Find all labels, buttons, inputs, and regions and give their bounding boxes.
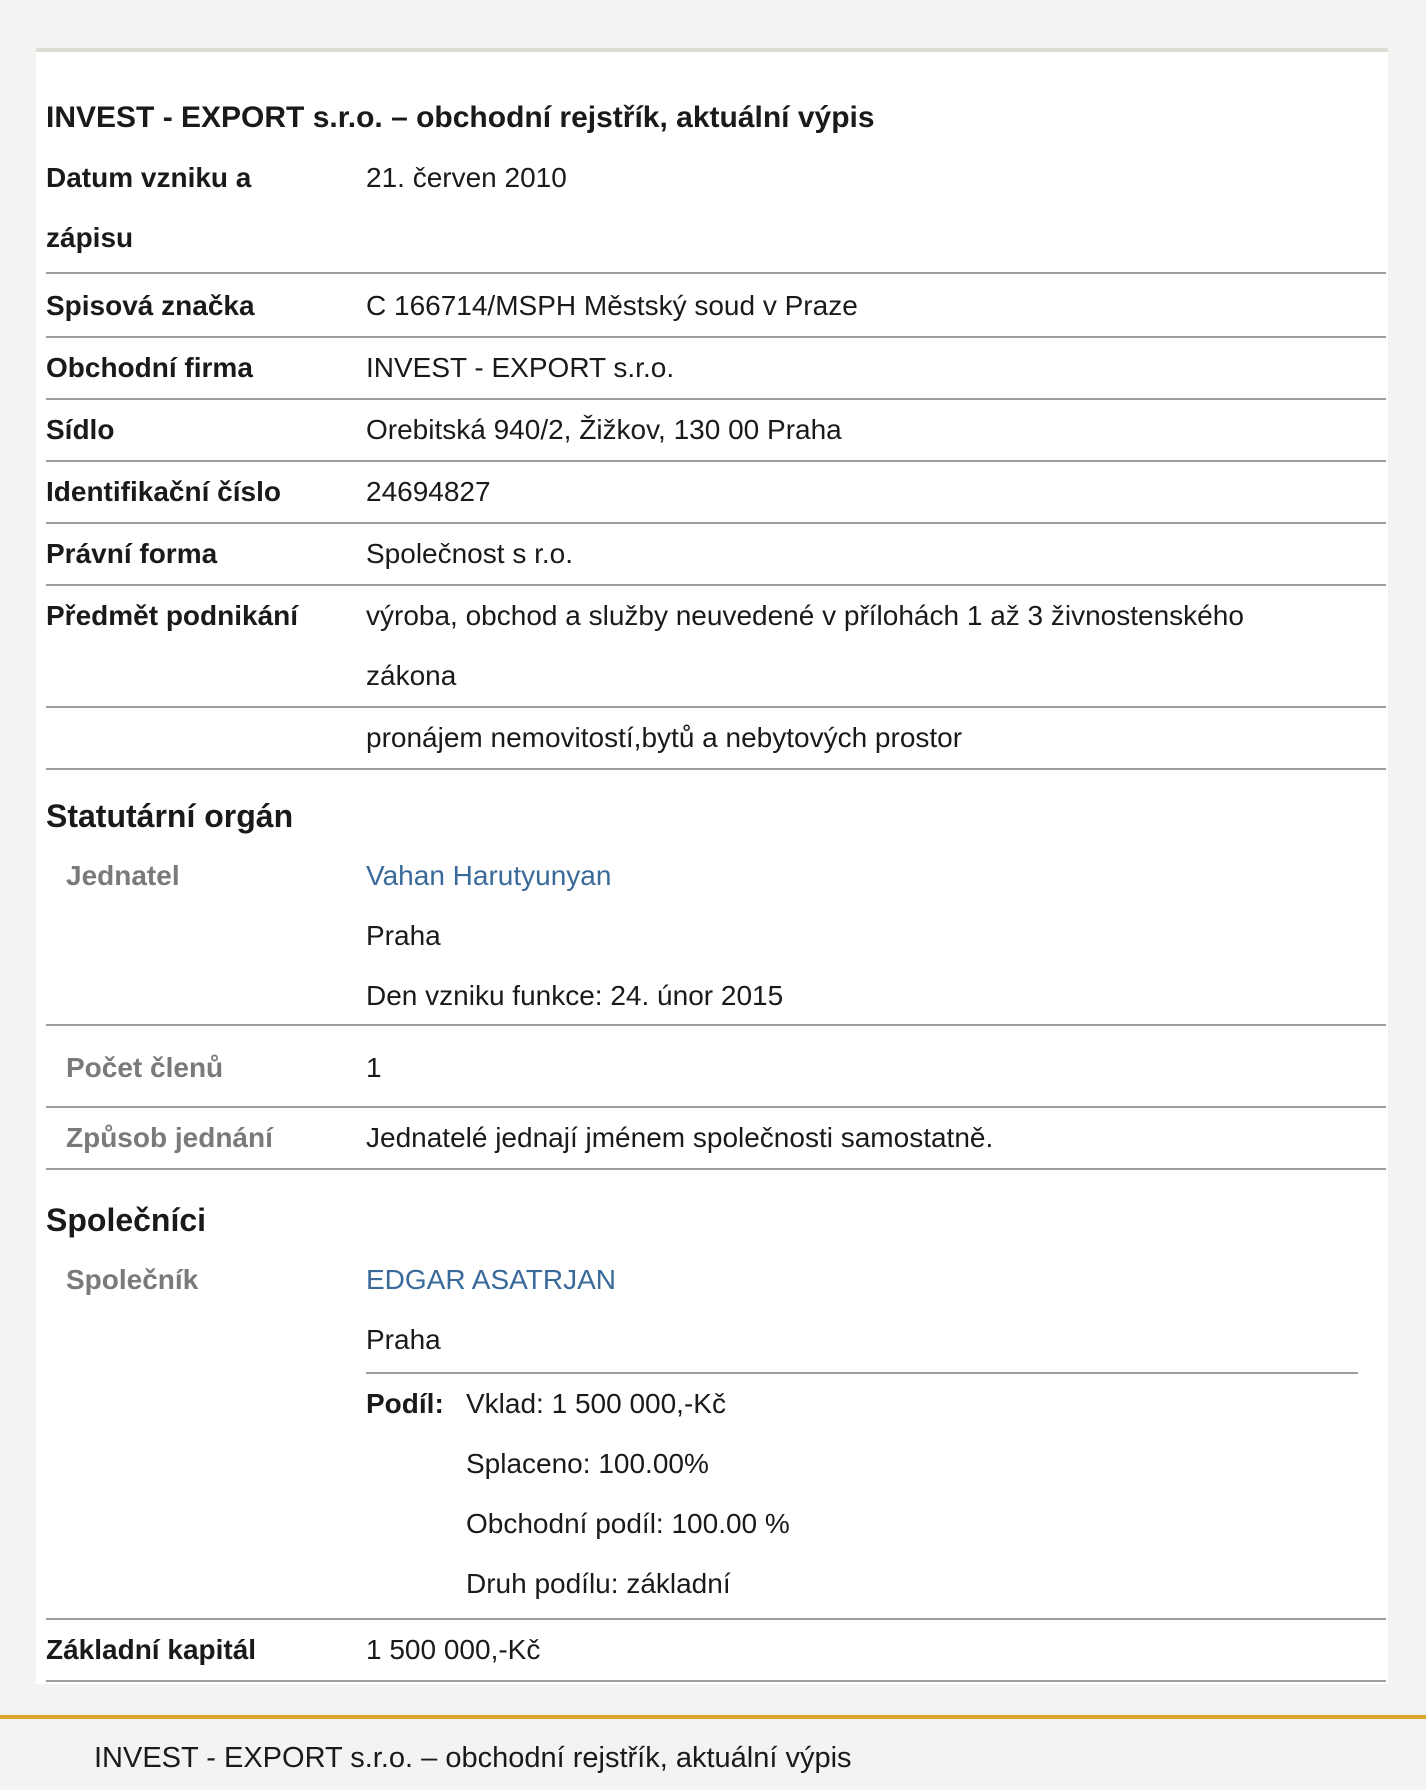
row-label: Identifikační číslo xyxy=(46,476,281,507)
row-label: Počet členů xyxy=(66,1052,224,1083)
row-label: Právní forma xyxy=(46,538,218,569)
row-predmet-podnikani-2 xyxy=(46,708,1386,770)
row-value: 24694827 xyxy=(366,476,491,507)
row-value xyxy=(366,846,1376,1026)
row-label: Datum vzniku a zápisu xyxy=(46,162,252,253)
partner-city: Praha xyxy=(366,1324,441,1355)
row-value: Orebitská 940/2, Žižkov, 130 00 Praha xyxy=(366,414,842,445)
row-pocet-clenu xyxy=(46,1028,1386,1108)
row-zpusob-jednani xyxy=(46,1108,1386,1170)
section-spolecnici: Společníci xyxy=(46,1202,207,1238)
jednatel-city: Praha xyxy=(366,920,441,951)
row-label: Předmět podnikání xyxy=(46,600,299,631)
row-value: C 166714/MSPH Městský soud v Praze xyxy=(366,290,858,321)
row-zakladni-kapital xyxy=(46,1620,1386,1682)
share-splaceno: Splaceno: 100.00% xyxy=(466,1448,709,1479)
share-vklad: Vklad: 1 500 000,-Kč xyxy=(466,1388,726,1419)
row-predmet-podnikani xyxy=(46,586,1386,708)
jednatel-since: Den vzniku funkce: 24. únor 2015 xyxy=(366,980,784,1011)
row-datum-vzniku xyxy=(46,148,1386,274)
row-sidlo xyxy=(46,400,1386,462)
section-statutarni-organ: Statutární orgán xyxy=(46,798,294,834)
row-value: INVEST - EXPORT s.r.o. xyxy=(366,352,675,383)
share-values xyxy=(466,1374,790,1614)
row-label: Způsob jednání xyxy=(66,1122,273,1153)
row-value: 21. červen 2010 xyxy=(366,162,567,193)
share-obchodni: Obchodní podíl: 100.00 % xyxy=(466,1508,790,1539)
page-title: INVEST - EXPORT s.r.o. – obchodní rejstřík, aktuální výpis xyxy=(46,101,875,134)
row-value: pronájem nemovitostí,bytů a nebytových prostor xyxy=(366,722,963,753)
row-ico xyxy=(46,462,1386,524)
row-obchodni-firma xyxy=(46,338,1386,400)
share-druh: Druh podílu: základní xyxy=(466,1568,731,1599)
row-spolecnik xyxy=(46,1250,1386,1620)
footer-accent-bar xyxy=(0,1715,1426,1719)
row-value xyxy=(366,1250,1376,1370)
row-label: Základní kapitál xyxy=(46,1634,257,1665)
row-pravni-forma xyxy=(46,524,1386,586)
row-jednatel xyxy=(46,846,1386,1026)
row-label: Sídlo xyxy=(46,414,115,445)
jednatel-name-link[interactable]: Vahan Harutyunyan xyxy=(366,860,612,891)
row-value: Společnost s r.o. xyxy=(366,538,574,569)
row-label: Společník xyxy=(66,1264,199,1295)
row-label: Jednatel xyxy=(66,860,180,891)
partner-name-link[interactable]: EDGAR ASATRJAN xyxy=(366,1264,616,1295)
row-value: 1 500 000,-Kč xyxy=(366,1634,541,1665)
footer-text: INVEST - EXPORT s.r.o. – obchodní rejstřík, aktuální výpis xyxy=(94,1742,852,1774)
row-label: Spisová značka xyxy=(46,290,255,321)
row-value: 1 xyxy=(366,1052,382,1083)
row-label: Obchodní firma xyxy=(46,352,253,383)
row-value: výroba, obchod a služby neuvedené v přílohách 1 až 3 živnostenského zákona xyxy=(366,600,1244,691)
row-spisova-znacka xyxy=(46,276,1386,338)
registry-card xyxy=(36,48,1388,1684)
share-label: Podíl: xyxy=(366,1388,444,1419)
row-value: Jednatelé jednají jménem společnosti samostatně. xyxy=(366,1122,994,1153)
